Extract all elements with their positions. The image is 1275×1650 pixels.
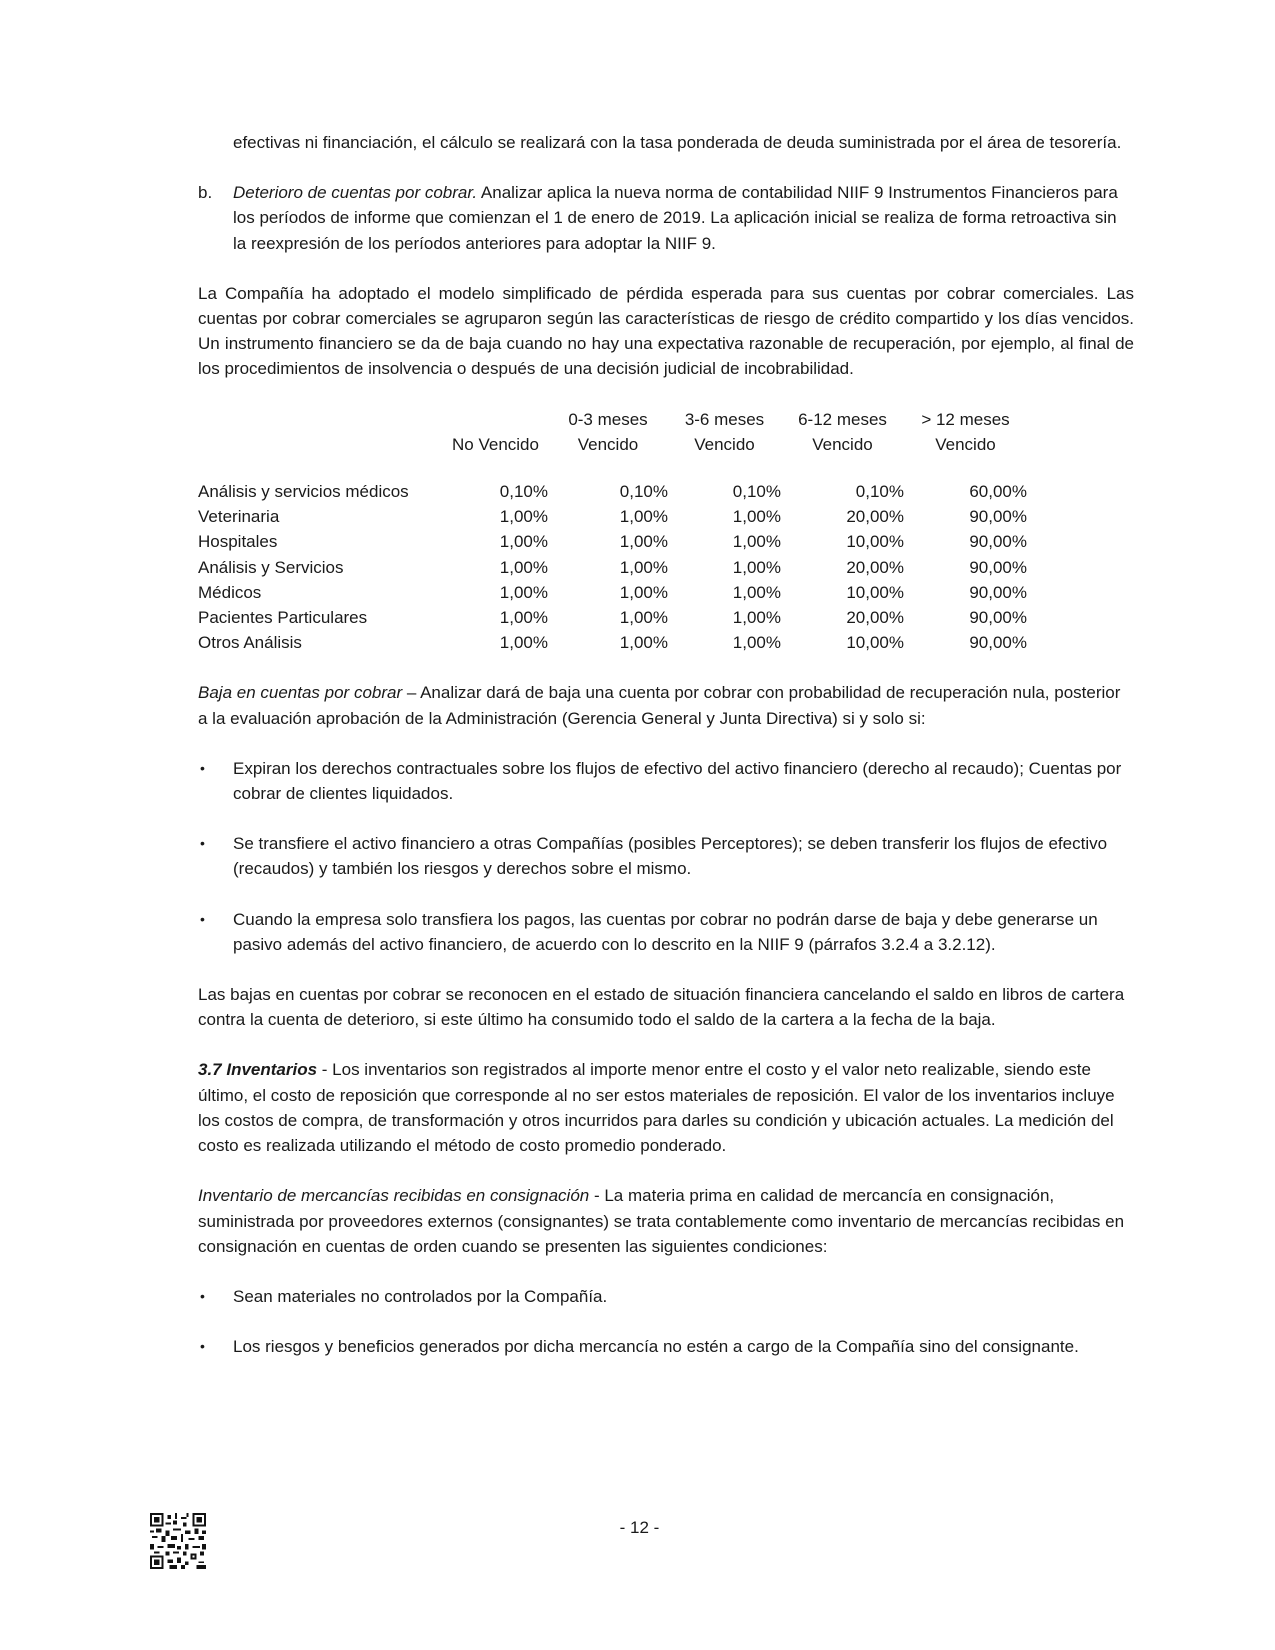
- table-row: [198, 580, 1027, 605]
- rate-cell: 90,00%: [969, 633, 1027, 653]
- rate-cell: 20,00%: [846, 507, 904, 527]
- rate-cell: 10,00%: [846, 633, 904, 653]
- rate-cell: 1,00%: [732, 557, 781, 577]
- bullet-icon: •: [200, 910, 205, 927]
- inventarios-text: Los inventarios son registrados al importe menor entre el costo y el valor neto realizable, siendo este último, el costo de reposición que corresponde al no ser estos materiales de reposición. El valor de los inventarios incluye los costos de compra, de transformación y otros incurridos para darles su condición y ubicación actuales. La medición del costo es realizada utilizando el método de costo promedio ponderado.: [198, 1060, 1115, 1156]
- row-label: Análisis y servicios médicos: [198, 482, 409, 502]
- rate-cell: 1,00%: [619, 633, 668, 653]
- paragraph-baja: Baja en cuentas por cobrar – Analizar dará de baja una cuenta por cobrar con probabilidad de recuperación nula, posterior a la evaluación aprobación de la Administración (Gerencia General y Junta Directiva) si y solo si:: [198, 683, 1121, 728]
- rate-cell: 0,10%: [855, 482, 904, 502]
- col-header-0-3: 0-3 meses Vencido: [568, 409, 648, 454]
- inventarios-title: 3.7 Inventarios: [198, 1060, 318, 1080]
- row-label: Veterinaria: [198, 507, 280, 527]
- rate-cell: 1,00%: [619, 582, 668, 602]
- list-item: • Expiran los derechos contractuales sobre los flujos de efectivo del activo financiero (derecho al recaudo); Cuentas por cobrar de clientes liquidados.: [198, 756, 1134, 806]
- consignacion-title: Inventario de mercancías recibidas en consignación: [198, 1186, 590, 1206]
- consignacion-text: La materia prima en calidad de mercancía en consignación, suministrada por proveedores externos (consignantes) se trata contablemente como inventario de mercancías recibidas en consignación en cuentas de orden cuando se presenten las siguientes condiciones:: [198, 1186, 1125, 1256]
- rate-cell: 1,00%: [619, 532, 668, 552]
- list-item: • Se transfiere el activo financiero a otras Compañías (posibles Perceptores); se deben transferir los flujos de efectivo (recaudos) y también los riesgos y derechos sobre el mismo.: [198, 831, 1134, 881]
- table-row: [198, 504, 1027, 529]
- rate-cell: 1,00%: [499, 557, 548, 577]
- rate-cell: 1,00%: [732, 582, 781, 602]
- rate-cell: 1,00%: [732, 507, 781, 527]
- col-header-3-6: 3-6 meses Vencido: [684, 409, 765, 454]
- list-item: • Los riesgos y beneficios generados por dicha mercancía no estén a cargo de la Compañía sino del consignante.: [198, 1334, 1134, 1359]
- rate-cell: 90,00%: [969, 532, 1027, 552]
- row-label: Otros Análisis: [198, 633, 302, 653]
- intro-continuation: efectivas ni financiación, el cálculo se realizará con la tasa ponderada de deuda suministrada por el área de tesorería.: [233, 133, 1122, 152]
- rate-cell: 20,00%: [846, 557, 904, 577]
- bullet-icon: •: [200, 835, 205, 852]
- rate-cell: 60,00%: [969, 482, 1027, 502]
- table-body: [198, 479, 1027, 655]
- rate-cell: 1,00%: [619, 507, 668, 527]
- rate-cell: 0,10%: [499, 482, 548, 502]
- rate-cell: 90,00%: [969, 608, 1027, 628]
- col-header-12-plus: > 12 meses Vencido: [921, 409, 1010, 454]
- list-marker: b.: [198, 183, 213, 203]
- rate-cell: 1,00%: [499, 633, 548, 653]
- rate-cell: 90,00%: [969, 507, 1027, 527]
- rate-cell: 1,00%: [499, 532, 548, 552]
- list-item: • Sean materiales no controlados por la Compañía.: [198, 1284, 1134, 1309]
- document-page: [198, 130, 1134, 1359]
- paragraph-bajas: Las bajas en cuentas por cobrar se reconocen en el estado de situación financiera cancelando el saldo en libros de cartera contra la cuenta de deterioro, si este último ha consumido todo el saldo de la cartera a la fecha de la baja.: [198, 985, 1125, 1030]
- rate-cell: 1,00%: [619, 608, 668, 628]
- col-header-no-vencido: No Vencido: [452, 434, 539, 454]
- rate-cell: 1,00%: [732, 608, 781, 628]
- item-b-text: Analizar aplica la nueva norma de contabilidad NIIF 9 Instrumentos Financieros para los períodos de informe que comienzan el 1 de enero de 2019. La aplicación inicial se realiza de forma retroactiva sin la reexpresión de los períodos anteriores para adoptar la NIIF 9.: [233, 183, 1118, 253]
- rate-cell: 20,00%: [846, 608, 904, 628]
- row-label: Hospitales: [198, 532, 278, 552]
- rate-cell: 1,00%: [619, 557, 668, 577]
- bullet-icon: •: [200, 1338, 205, 1355]
- rate-cell: 90,00%: [969, 582, 1027, 602]
- row-label: Pacientes Particulares: [198, 608, 368, 628]
- item-b-title: Deterioro de cuentas por cobrar.: [233, 183, 478, 203]
- table-row: [198, 479, 1027, 504]
- table-row: [198, 555, 1027, 580]
- table-row: [198, 529, 1027, 554]
- rate-cell: 1,00%: [499, 608, 548, 628]
- paragraph-consignacion: Inventario de mercancías recibidas en consignación - La materia prima en calidad de mercancía en consignación, suministrada por proveedores externos (consignantes) se trata contablemente como inventario de mercancías recibidas en consignación en cuentas de orden cuando se presenten las siguientes condiciones:: [198, 1186, 1125, 1256]
- table-header-row: [198, 407, 1027, 457]
- rate-cell: 10,00%: [846, 582, 904, 602]
- row-label: Análisis y Servicios: [198, 557, 344, 577]
- rate-cell: 1,00%: [499, 582, 548, 602]
- row-label: Médicos: [198, 582, 262, 602]
- rate-cell: 1,00%: [732, 532, 781, 552]
- list-item: • Cuando la empresa solo transfiera los pagos, las cuentas por cobrar no podrán darse de baja y debe generarse un pasivo además del activo financiero, de acuerdo con lo descrito en la NIIF 9 (párrafos 3.2.4 a 3.2.12).: [198, 907, 1134, 957]
- impairment-rates-table: [198, 407, 1027, 656]
- rate-cell: 1,00%: [732, 633, 781, 653]
- bullet-icon: •: [200, 1287, 205, 1304]
- col-header-6-12: 6-12 meses Vencido: [798, 409, 887, 454]
- consignacion-bullet-list: [198, 1284, 1134, 1359]
- rate-cell: 10,00%: [846, 532, 904, 552]
- baja-title: Baja en cuentas por cobrar: [198, 683, 403, 703]
- paragraph-model: La Compañía ha adoptado el modelo simplificado de pérdida esperada para sus cuentas por cobrar comerciales. Las cuentas por cobrar comerciales se agruparon según las características de riesgo de crédito compartido y los días vencidos. Un instrumento financiero se da de baja cuando no hay una expectativa razonable de recuperación, por ejemplo, al final de los procedimientos de insolvencia o después de una decisión judicial de incobrabilidad.: [198, 283, 1134, 379]
- list-item-b: [198, 180, 1134, 256]
- paragraph-inventarios: 3.7 Inventarios - Los inventarios son registrados al importe menor entre el costo y el valor neto realizable, siendo este último, el costo de reposición que corresponde al no ser estos materiales de reposición. El valor de los inventarios incluye los costos de compra, de transformación y otros incurridos para darles su condición y ubicación actuales. La medición del costo es realizada utilizando el método de costo promedio ponderado.: [198, 1060, 1115, 1156]
- rate-cell: 1,00%: [499, 507, 548, 527]
- bullet-icon: •: [200, 759, 205, 776]
- table-row: [198, 605, 1027, 630]
- rate-cell: 90,00%: [969, 557, 1027, 577]
- baja-bullet-list: [198, 756, 1134, 957]
- page-number: - 12 -: [619, 1518, 660, 1537]
- baja-text: Analizar dará de baja una cuenta por cobrar con probabilidad de recuperación nula, posterior a la evaluación aprobación de la Administración (Gerencia General y Junta Directiva) si y solo si:: [198, 683, 1121, 728]
- table-row: [198, 630, 1027, 655]
- rate-cell: 0,10%: [732, 482, 781, 502]
- rate-cell: 0,10%: [619, 482, 668, 502]
